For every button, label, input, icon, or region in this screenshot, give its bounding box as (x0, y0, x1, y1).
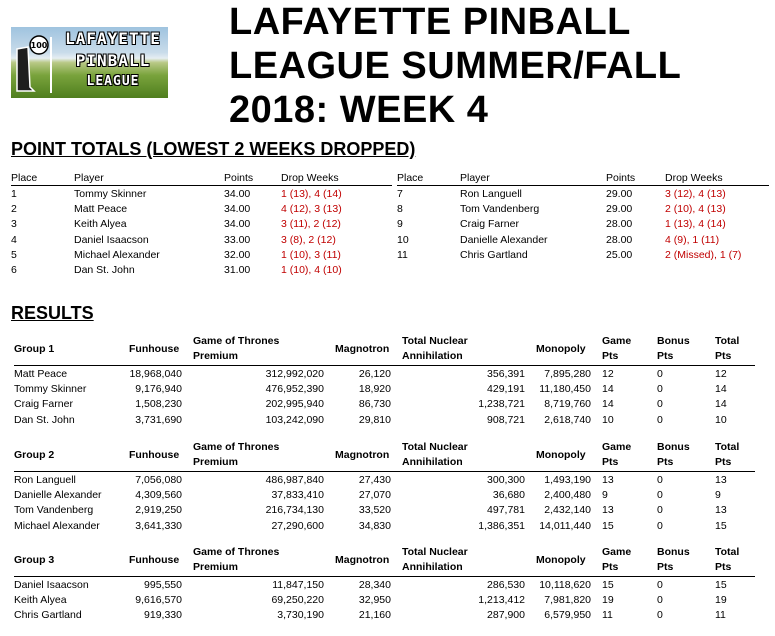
col-player: Player (460, 170, 606, 186)
points-cell: 31.00 (224, 264, 251, 277)
total-pts-cell: 19 (715, 593, 727, 606)
monopoly-score: 2,432,140 (544, 504, 591, 517)
game-pts-cell: 11 (602, 609, 613, 622)
total-pts-cell: 10 (715, 413, 727, 426)
standings-row (11, 217, 392, 232)
col-total-nuclear-annihilation-label: Total Nuclear (402, 546, 468, 558)
standings-row (11, 186, 392, 202)
player-cell: Ron Languell (460, 187, 522, 200)
col-bonus-pts-label: Bonus (657, 335, 690, 347)
game-pts-cell: 13 (602, 504, 614, 517)
col-game-of-thrones-label: Game of Thrones (193, 441, 280, 453)
col-total-pts-label: Total (715, 546, 740, 558)
total-nuclear-annihilation-score: 1,386,351 (478, 519, 525, 532)
group-name: Group 1 (14, 333, 129, 366)
col-total-pts (715, 333, 755, 366)
funhouse-score: 9,616,570 (135, 593, 182, 606)
place-cell: 8 (397, 202, 403, 215)
col-funhouse (129, 333, 193, 366)
total-pts-cell: 15 (715, 519, 727, 532)
magnotron-score: 28,340 (358, 578, 391, 591)
player-cell: Tommy Skinner (74, 187, 147, 200)
game-of-thrones-score: 11,847,150 (272, 578, 324, 591)
game-pts-cell: 15 (602, 519, 614, 532)
col-game-of-thrones-label-2: Premium (193, 456, 238, 468)
col-magnotron (335, 439, 402, 472)
col-monopoly (536, 544, 602, 577)
col-funhouse (129, 544, 193, 577)
standings-row (397, 201, 769, 216)
col-magnotron-label: Magnotron (335, 553, 390, 566)
col-game-of-thrones-label-2: Premium (193, 350, 238, 362)
results-group-1-table (14, 333, 755, 427)
bonus-pts-cell: 0 (657, 609, 663, 622)
col-total-nuclear-annihilation-label-2: Annihilation (402, 350, 463, 362)
bonus-pts-cell: 0 (657, 578, 663, 591)
funhouse-score: 1,508,230 (135, 398, 182, 411)
magnotron-score: 27,430 (358, 473, 391, 486)
total-pts-cell: 11 (715, 609, 726, 622)
total-nuclear-annihilation-score: 1,213,412 (478, 593, 525, 606)
player-cell: Michael Alexander (14, 519, 100, 532)
indiana-outline-icon (17, 47, 34, 91)
results-group-2-table (14, 439, 755, 533)
magnotron-score: 21,160 (358, 609, 391, 622)
total-pts-cell: 14 (715, 398, 727, 411)
col-bonus-pts (657, 544, 715, 577)
player-cell: Matt Peace (14, 367, 68, 380)
magnotron-score: 34,830 (358, 519, 391, 532)
col-total-pts-label-2: Pts (715, 350, 732, 362)
points-cell: 28.00 (606, 218, 633, 231)
bonus-pts-cell: 0 (657, 593, 663, 606)
bonus-pts-cell: 0 (657, 519, 663, 532)
game-pts-cell: 14 (602, 398, 614, 411)
place-cell: 6 (11, 264, 17, 277)
total-pts-cell: 15 (715, 578, 727, 591)
col-game-pts-label-2: Pts (602, 561, 619, 573)
monopoly-score: 8,719,760 (544, 398, 591, 411)
standings-row (11, 201, 392, 216)
game-of-thrones-score: 27,290,600 (271, 519, 324, 532)
col-monopoly-label: Monopoly (536, 553, 586, 566)
col-funhouse-label: Funhouse (129, 448, 180, 461)
total-nuclear-annihilation-score: 908,721 (487, 413, 525, 426)
game-of-thrones-score: 103,242,090 (265, 413, 324, 426)
total-nuclear-annihilation-score: 36,680 (492, 488, 525, 501)
bonus-pts-cell: 0 (657, 473, 663, 486)
place-cell: 7 (397, 187, 403, 200)
place-cell: 9 (397, 218, 403, 231)
league-logo (11, 27, 168, 98)
game-pts-cell: 12 (602, 367, 614, 380)
player-cell: Craig Farner (460, 218, 519, 231)
total-pts-cell: 9 (715, 488, 721, 501)
col-bonus-pts (657, 439, 715, 472)
total-nuclear-annihilation-score: 497,781 (487, 504, 525, 517)
col-bonus-pts-label-2: Pts (657, 561, 674, 573)
game-pts-cell: 10 (602, 413, 614, 426)
player-cell: Matt Peace (74, 202, 128, 215)
player-cell: Daniel Isaacson (14, 578, 89, 591)
player-cell: Michael Alexander (74, 248, 160, 261)
funhouse-score: 3,731,690 (135, 413, 182, 426)
col-drop-weeks: Drop Weeks (281, 170, 392, 186)
drop-weeks-cell: 1 (10), 3 (11) (281, 248, 341, 261)
player-cell: Keith Alyea (14, 593, 67, 606)
table-header-row (397, 170, 769, 186)
monopoly-score: 2,400,480 (544, 488, 591, 501)
logo-line-3: LEAGUE (86, 74, 140, 89)
player-cell: Ron Languell (14, 473, 76, 486)
col-monopoly (536, 333, 602, 366)
game-of-thrones-score: 476,952,390 (265, 382, 324, 395)
col-total-pts (715, 544, 755, 577)
col-game-of-thrones (193, 439, 335, 472)
col-points: Points (606, 170, 665, 186)
results-row (14, 472, 755, 488)
table-header-row (11, 170, 392, 186)
col-drop-weeks: Drop Weeks (665, 170, 769, 186)
results-row (14, 366, 755, 382)
magnotron-score: 18,920 (358, 382, 391, 395)
magnotron-score: 33,520 (358, 504, 391, 517)
bonus-pts-cell: 0 (657, 504, 663, 517)
col-total-pts (715, 439, 755, 472)
col-bonus-pts-label: Bonus (657, 441, 690, 453)
funhouse-score: 7,056,080 (135, 473, 182, 486)
results-row (14, 487, 755, 502)
col-monopoly-label: Monopoly (536, 448, 586, 461)
col-game-pts-label: Game (602, 335, 632, 347)
player-cell: Danielle Alexander (460, 233, 548, 246)
player-cell: Danielle Alexander (14, 488, 102, 501)
col-total-nuclear-annihilation-label-2: Annihilation (402, 561, 463, 573)
bonus-pts-cell: 0 (657, 488, 663, 501)
points-cell: 28.00 (606, 233, 633, 246)
place-cell: 4 (11, 233, 17, 246)
col-game-of-thrones (193, 333, 335, 366)
total-nuclear-annihilation-score: 300,300 (487, 473, 525, 486)
col-game-pts (602, 439, 657, 472)
standings-row (11, 247, 392, 262)
total-nuclear-annihilation-score: 429,191 (487, 382, 525, 395)
points-cell: 34.00 (224, 187, 251, 200)
points-cell: 33.00 (224, 233, 251, 246)
bonus-pts-cell: 0 (657, 382, 663, 395)
results-row (14, 592, 755, 607)
col-total-pts-label: Total (715, 335, 740, 347)
badge-text: 100 (30, 41, 48, 50)
results-heading: RESULTS (11, 303, 94, 323)
page-title: LAFAYETTE PINBALL LEAGUE SUMMER/FALL 2018: WEEK 4 (229, 1, 681, 131)
game-pts-cell: 19 (602, 593, 614, 606)
monopoly-score: 7,895,280 (544, 367, 591, 380)
drop-weeks-cell: 3 (11), 2 (12) (281, 218, 341, 231)
col-player: Player (74, 170, 224, 186)
col-monopoly-label: Monopoly (536, 342, 586, 355)
col-bonus-pts-label: Bonus (657, 546, 690, 558)
logo-line-2: PINBALL (75, 51, 151, 70)
monopoly-score: 7,981,820 (544, 593, 591, 606)
point-totals-table-left (11, 170, 392, 278)
total-nuclear-annihilation-score: 287,900 (487, 609, 525, 622)
monopoly-score: 14,011,440 (539, 519, 591, 532)
points-cell: 29.00 (606, 202, 633, 215)
funhouse-score: 2,919,250 (135, 504, 182, 517)
monopoly-score: 1,493,190 (544, 473, 591, 486)
results-row (14, 503, 755, 518)
col-bonus-pts-label-2: Pts (657, 456, 674, 468)
drop-weeks-cell: 1 (10), 4 (10) (281, 264, 342, 277)
points-cell: 34.00 (224, 202, 251, 215)
group-name: Group 3 (14, 544, 129, 577)
player-cell: Tom Vandenberg (460, 202, 540, 215)
col-monopoly (536, 439, 602, 472)
standings-row (397, 247, 769, 262)
place-cell: 5 (11, 248, 17, 261)
game-of-thrones-score: 486,987,840 (265, 473, 324, 486)
game-of-thrones-score: 37,833,410 (271, 488, 324, 501)
col-game-of-thrones-label-2: Premium (193, 561, 238, 573)
drop-weeks-cell: 2 (10), 4 (13) (665, 202, 726, 215)
col-game-of-thrones-label: Game of Thrones (193, 335, 280, 347)
points-cell: 25.00 (606, 248, 633, 261)
points-cell: 34.00 (224, 218, 251, 231)
col-funhouse-label: Funhouse (129, 342, 180, 355)
group-name: Group 2 (14, 439, 129, 472)
col-total-pts-label-2: Pts (715, 561, 732, 573)
player-cell: Dan St. John (14, 413, 75, 426)
total-pts-cell: 14 (715, 382, 727, 395)
game-of-thrones-score: 312,992,020 (265, 367, 324, 380)
funhouse-score: 919,330 (144, 609, 182, 622)
player-cell: Tommy Skinner (14, 382, 87, 395)
monopoly-score: 10,118,620 (539, 578, 591, 591)
col-total-pts-label: Total (715, 441, 740, 453)
total-pts-cell: 13 (715, 504, 727, 517)
results-row (14, 608, 755, 623)
game-of-thrones-score: 69,250,220 (271, 593, 324, 606)
player-cell: Keith Alyea (74, 218, 127, 231)
magnotron-score: 26,120 (358, 367, 391, 380)
bonus-pts-cell: 0 (657, 398, 663, 411)
game-pts-cell: 9 (602, 488, 608, 501)
col-funhouse (129, 439, 193, 472)
col-magnotron (335, 544, 402, 577)
col-game-pts-label: Game (602, 441, 632, 453)
player-cell: Tom Vandenberg (14, 504, 94, 517)
drop-weeks-cell: 1 (13), 4 (14) (281, 187, 342, 200)
magnotron-score: 32,950 (358, 593, 391, 606)
total-nuclear-annihilation-score: 286,530 (487, 578, 525, 591)
funhouse-score: 9,176,940 (135, 382, 182, 395)
funhouse-score: 3,641,330 (135, 519, 182, 532)
col-game-pts-label: Game (602, 546, 632, 558)
total-nuclear-annihilation-score: 1,238,721 (478, 398, 525, 411)
points-cell: 32.00 (224, 248, 251, 261)
place-cell: 3 (11, 218, 17, 231)
results-header-row (14, 333, 755, 366)
monopoly-score: 2,618,740 (544, 413, 591, 426)
col-total-nuclear-annihilation-label-2: Annihilation (402, 456, 463, 468)
standings-row (397, 186, 769, 202)
results-row (14, 381, 755, 396)
col-total-nuclear-annihilation-label: Total Nuclear (402, 441, 468, 453)
player-cell: Dan St. John (74, 264, 135, 277)
results-group-3-table (14, 544, 755, 623)
game-of-thrones-score: 202,995,940 (265, 398, 324, 411)
place-cell: 10 (397, 233, 409, 246)
col-total-pts-label-2: Pts (715, 456, 732, 468)
standings-row (11, 262, 392, 277)
standings-row (11, 232, 392, 247)
funhouse-score: 995,550 (144, 578, 182, 591)
player-cell: Daniel Isaacson (74, 233, 149, 246)
col-magnotron-label: Magnotron (335, 342, 390, 355)
col-game-pts-label-2: Pts (602, 350, 619, 362)
funhouse-score: 18,968,040 (129, 367, 182, 380)
point-totals-table-right (397, 170, 769, 262)
results-header-row (14, 439, 755, 472)
results-header-row (14, 544, 755, 577)
col-total-nuclear-annihilation-label: Total Nuclear (402, 335, 468, 347)
drop-weeks-cell: 4 (9), 1 (11) (665, 233, 720, 246)
point-totals-heading: POINT TOTALS (LOWEST 2 WEEKS DROPPED) (11, 139, 416, 159)
funhouse-score: 4,309,560 (135, 488, 182, 501)
player-cell: Craig Farner (14, 398, 73, 411)
drop-weeks-cell: 3 (8), 2 (12) (281, 233, 336, 246)
standings-row (397, 232, 769, 247)
drop-weeks-cell: 3 (12), 4 (13) (665, 187, 726, 200)
results-row (14, 412, 755, 427)
monopoly-score: 11,180,450 (539, 382, 591, 395)
col-game-of-thrones (193, 544, 335, 577)
points-cell: 29.00 (606, 187, 633, 200)
col-magnotron-label: Magnotron (335, 448, 390, 461)
col-total-nuclear-annihilation (402, 544, 536, 577)
results-row (14, 518, 755, 533)
game-of-thrones-score: 216,734,130 (265, 504, 324, 517)
col-game-pts (602, 544, 657, 577)
total-pts-cell: 13 (715, 473, 727, 486)
col-place: Place (397, 170, 460, 186)
place-cell: 2 (11, 202, 17, 215)
magnotron-score: 27,070 (358, 488, 391, 501)
game-of-thrones-score: 3,730,190 (277, 609, 324, 622)
place-cell: 1 (11, 187, 17, 200)
place-cell: 11 (397, 248, 408, 261)
game-pts-cell: 15 (602, 578, 614, 591)
col-game-pts (602, 333, 657, 366)
results-row (14, 397, 755, 412)
game-pts-cell: 14 (602, 382, 614, 395)
player-cell: Chris Gartland (460, 248, 528, 261)
col-bonus-pts-label-2: Pts (657, 350, 674, 362)
bonus-pts-cell: 0 (657, 367, 663, 380)
logo-line-1: LAFAYETTE (65, 29, 161, 48)
game-pts-cell: 13 (602, 473, 614, 486)
col-game-pts-label-2: Pts (602, 456, 619, 468)
drop-weeks-cell: 4 (12), 3 (13) (281, 202, 342, 215)
col-game-of-thrones-label: Game of Thrones (193, 546, 280, 558)
player-cell: Chris Gartland (14, 609, 82, 622)
magnotron-score: 86,730 (358, 398, 391, 411)
magnotron-score: 29,810 (358, 413, 391, 426)
col-funhouse-label: Funhouse (129, 553, 180, 566)
results-row (14, 577, 755, 593)
col-place: Place (11, 170, 74, 186)
total-pts-cell: 12 (715, 367, 727, 380)
col-bonus-pts (657, 333, 715, 366)
drop-weeks-cell: 1 (13), 4 (14) (665, 218, 726, 231)
monopoly-score: 6,579,950 (544, 609, 591, 622)
col-total-nuclear-annihilation (402, 439, 536, 472)
standings-row (397, 217, 769, 232)
drop-weeks-cell: 2 (Missed), 1 (7) (665, 248, 742, 261)
total-nuclear-annihilation-score: 356,391 (487, 367, 525, 380)
bonus-pts-cell: 0 (657, 413, 663, 426)
col-points: Points (224, 170, 281, 186)
col-total-nuclear-annihilation (402, 333, 536, 366)
col-magnotron (335, 333, 402, 366)
